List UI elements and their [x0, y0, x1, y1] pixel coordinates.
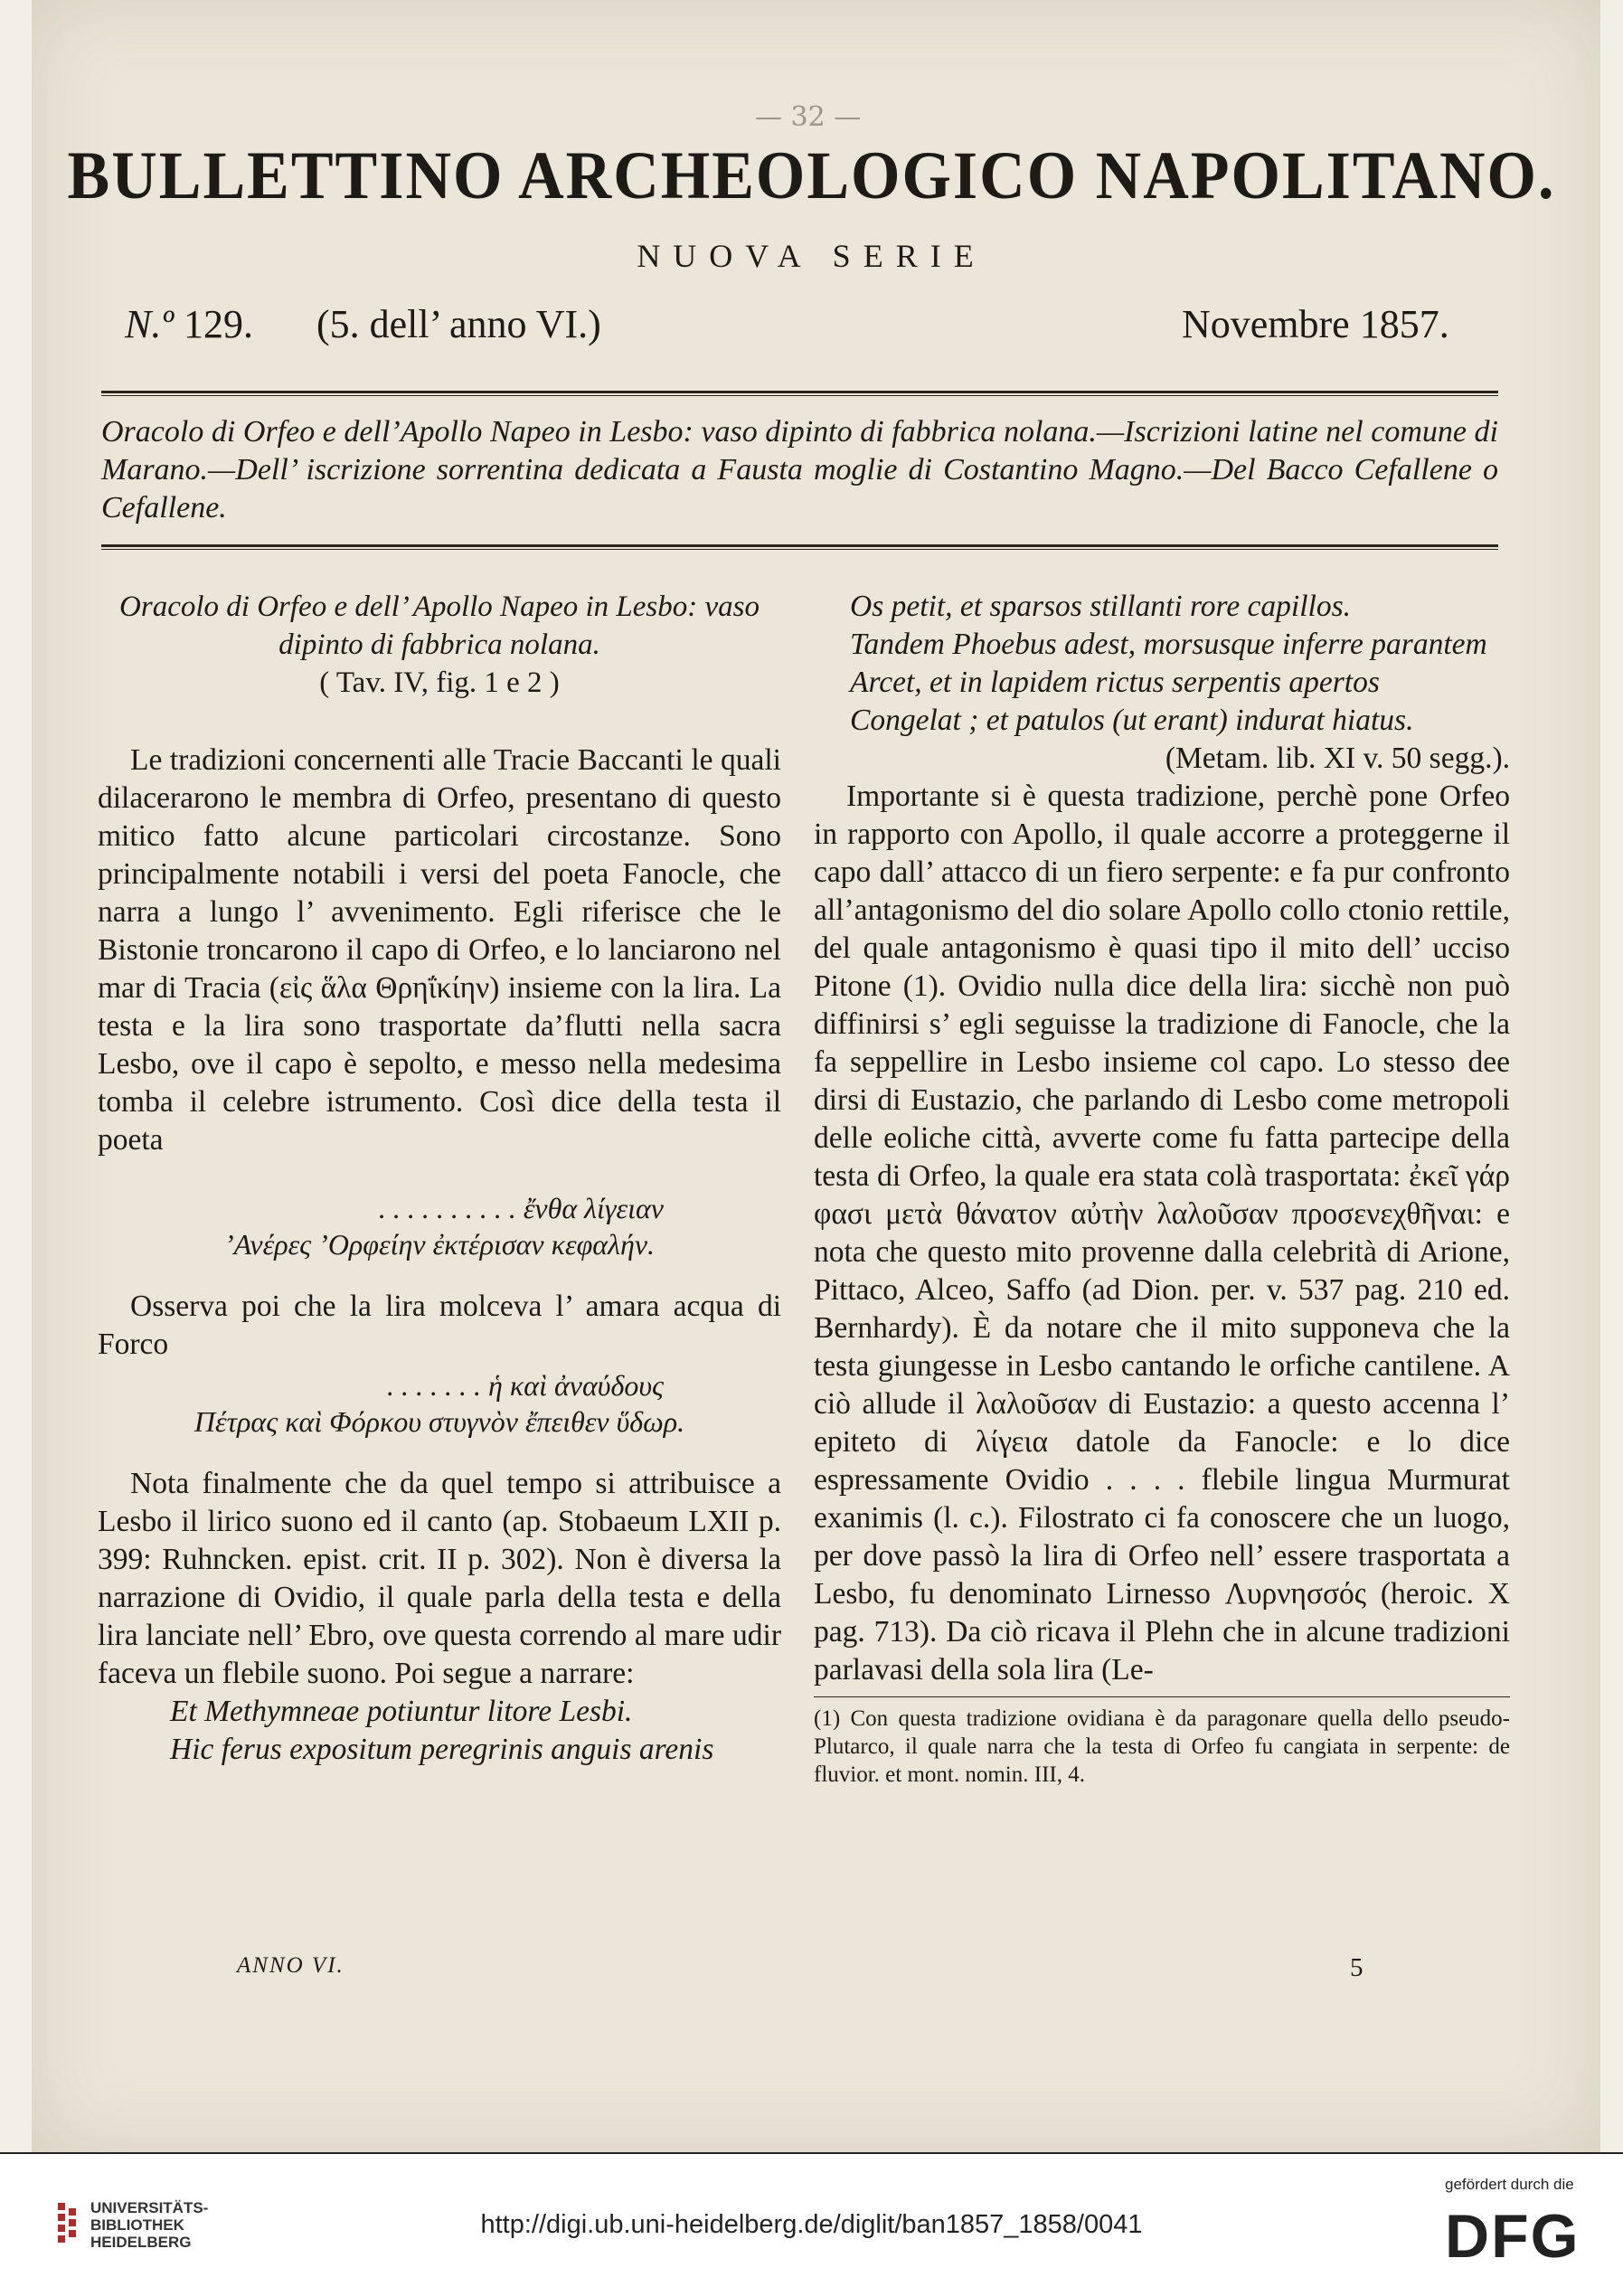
- divider-top-thin: [101, 395, 1498, 396]
- funded-by-label: gefördert durch die: [1445, 2176, 1574, 2193]
- table-of-contents-summary: Oracolo di Orfeo e dell’Apollo Napeo in Lesbo: vaso dipinto di fabbrica nolana.—Iscrizioni latine nel comune di Marano.—Dell’ iscrizione sorrentina dedicata a Fausta moglie di Costantino Magno.—Del Bacco Cefallene o Cefallene.: [101, 415, 1498, 524]
- latin-verse-3: Os petit, et sparsos stillanti rore capillos.: [850, 590, 1352, 623]
- footnote-divider: [814, 1696, 1510, 1697]
- latin-verse-1: Et Methymneae potiuntur litore Lesbi.: [170, 1695, 633, 1728]
- issue-part: (5. dell’ anno VI.): [316, 302, 601, 346]
- series-title: NUOVA SERIE: [637, 238, 986, 274]
- plate-reference: ( Tav. IV, fig. 1 e 2 ): [319, 666, 560, 699]
- page-number: — 32 —: [755, 101, 862, 133]
- latin-verse-2: Hic ferus expositum peregrinis anguis arenis: [170, 1733, 714, 1766]
- latin-verse-5: Arcet, et in lapidem rictus serpentis apertos: [850, 666, 1380, 699]
- article-heading-line2: dipinto di fabbrica nolana.: [278, 628, 600, 661]
- sheet-signature: ANNO VI.: [237, 1953, 344, 1978]
- paragraph-2: Osserva poi che la lira molceva l’ amara acqua di Forco: [98, 1290, 781, 1361]
- dfg-logo: DFG: [1445, 2202, 1581, 2271]
- greek-verse-2a: . . . . . . . ἡ καὶ ἀναύδους: [387, 1369, 664, 1402]
- right-column: [814, 588, 1510, 1789]
- sheet-number: 5: [1350, 1953, 1364, 1982]
- greek-verse-1b: ’Ανέρες ’Ορφείην ἐκτέρισαν κεφαλήν.: [223, 1228, 656, 1261]
- divider-bottom-thin: [101, 549, 1498, 550]
- greek-verse-2b: Πέτρας καὶ Φόρκου στυγνὸν ἔπειθεν ὕδωρ.: [193, 1405, 685, 1438]
- footnote: (1) Con questa tradizione ovidiana è da paragonare quella dello pseudo-Plutarco, il quale narra che la testa di Orfeo fu cangiata in serpente: de fluvior. et mont. nomin. III, 4.: [814, 1706, 1510, 1787]
- journal-title: BULLETTINO ARCHEOLOGICO NAPOLITANO.: [67, 137, 1556, 214]
- divider-top: [101, 391, 1498, 393]
- latin-verse-4: Tandem Phoebus adest, morsusque inferre parantem: [850, 628, 1487, 661]
- paragraph-4: Importante si è questa tradizione, perchè pone Orfeo in rapporto con Apollo, il quale accorre a proteggerne il capo dall’ attacco di un fiero serpente: e fa pur confronto all’antagonismo del dio solare Apollo collo ctonio rettile, del quale antagonismo è quasi tipo il mito dell’ ucciso Pitone (1). Ovidio nulla dice della lira: sicchè non può diffinirsi s’ egli seguisse la tradizione di Fanocle, che la fa seppellire in Lesbo insieme col capo. Lo stesso dee dirsi di Eustazio, che parlando di Lesbo come metropoli delle eoliche città, avverte come fu fatta partecipe della testa di Orfeo, la quale era stata colà trasportata: ἐκεῖ γάρ φασι μετὰ θάνατον αὐτὴν λαλοῦσαν προσενεχθῆναι: e nota che questo mito provenne dalla celebrità di Arione, Pittaco, Alceo, Saffo (ad Dion. per. v. 537 pag. 210 ed. Bernhardy). È da notare che il mito supponeva che la testa giungesse in Lesbo cantando le orfiche cantilene. A ciò allude il λαλοῦσαν di Eustazio: a questo accenna l’ epiteto di λίγεια datole da Fanocle: e lo dice espressamente Ovidio . . . . flebile lingua Murmurat exanimis (l. c.). Filostrato ci fa conoscere che un luogo, per dove passò la lira di Orfeo nell’ essere trasportata a Lesbo, fu denominato Lirnesso Λυρνησσός (heroic. X pag. 713). Da ciò ricava il Plehn che in alcune tradizioni parlavasi della sola lira (Le-: [814, 780, 1510, 1687]
- paragraph-1: Le tradizioni concernenti alle Tracie Baccanti le quali dilacerarono le membra di Orfeo, presentano di questo mitico fatto alcune particolari circostanze. Sono principalmente notabili i versi del poeta Fanocle, che narra a lungo l’ avvenimento. Egli riferisce che le Bistonie troncarono il capo di Orfeo, e lo lanciarono nel mar di Tracia (εἰς ἅλα Θρηΐκίην) insieme con la lira. La testa e la lira sono trasportate da’flutti nella sacra Lesbo, ove il capo è sepolto, e messo nella medesima tomba il celebre istrumento. Così dice della testa il poeta: [98, 743, 781, 1157]
- issue-number-prefix: N.º: [125, 302, 174, 346]
- paragraph-3: Nota finalmente che da quel tempo si attribuisce a Lesbo il lirico suono ed il canto (ap. Stobaeum LXII p. 399: Ruhncken. epist. crit. II p. 302). Non è diversa la narrazione di Ovidio, il quale parla della testa e della lira lanciate nell’ Ebro, ove questa correndo al mare udir faceva un flebile suono. Poi segue a narrare:: [98, 1467, 781, 1690]
- left-column: [98, 588, 781, 1769]
- verse-citation: (Metam. lib. XI v. 50 segg.).: [1165, 742, 1510, 775]
- permalink-url[interactable]: http://digi.ub.uni-heidelberg.de/diglit/ban1857_1858/0041: [480, 2210, 1143, 2239]
- greek-verse-1a: . . . . . . . . . . ἔνθα λίγειαν: [378, 1192, 664, 1224]
- viewer-footer: [0, 2154, 1623, 2296]
- divider-bottom: [101, 544, 1498, 547]
- latin-verse-6: Congelat ; et patulos (ut erant) indurat hiatus.: [850, 704, 1414, 737]
- issue-date: Novembre 1857.: [1182, 302, 1449, 346]
- issue-number: [125, 301, 253, 347]
- library-name: UNIVERSITÄTS- BIBLIOTHEK HEIDELBERG: [90, 2199, 209, 2251]
- issue-number-value: 129.: [184, 302, 253, 346]
- article-heading-line1: Oracolo di Orfeo e dell’ Apollo Napeo in Lesbo: vaso: [119, 591, 760, 623]
